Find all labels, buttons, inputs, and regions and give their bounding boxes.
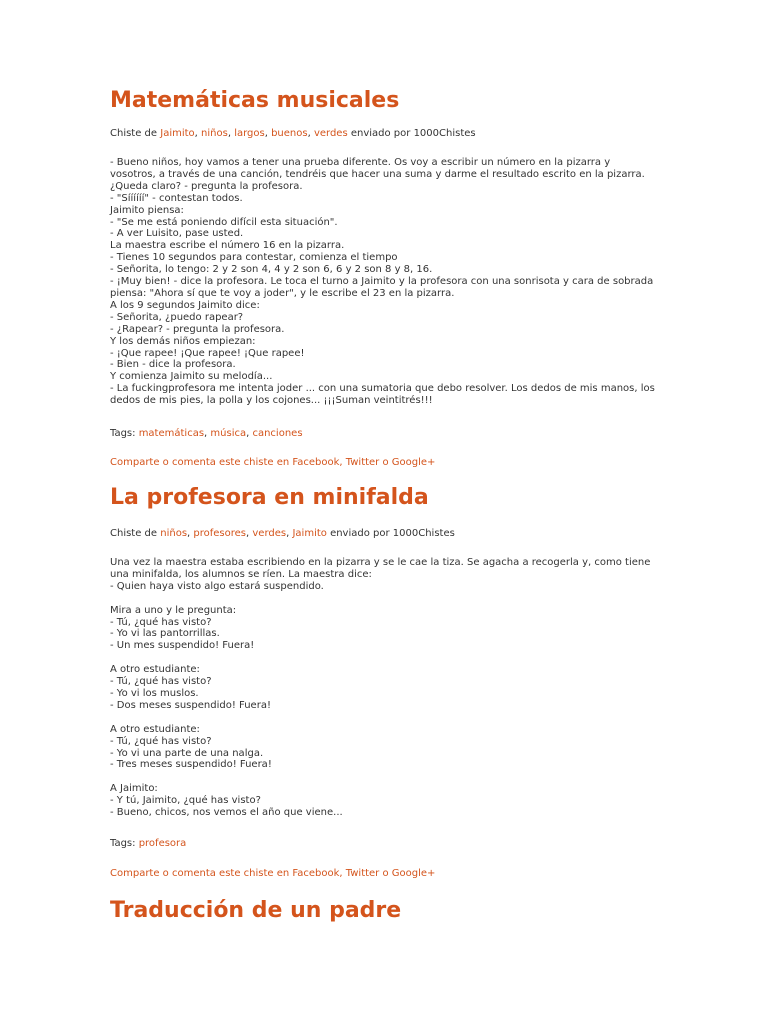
separator: , [187, 528, 194, 539]
category-link[interactable]: largos [234, 128, 265, 139]
category-link[interactable]: niños [201, 128, 228, 139]
separator: , [286, 528, 293, 539]
joke-meta [110, 528, 455, 540]
joke-tags [110, 838, 186, 850]
tag-link[interactable]: profesora [138, 838, 187, 849]
separator: o [379, 868, 392, 879]
share-google-link[interactable]: Google+ [391, 457, 436, 468]
joke-title[interactable]: La profesora en minifalda [110, 485, 429, 510]
meta-suffix: enviado por 1000Chistes [347, 128, 476, 139]
joke-title[interactable]: Matemáticas musicales [110, 88, 400, 113]
share-line [110, 868, 435, 880]
tag-link[interactable]: matemáticas [138, 428, 205, 439]
joke-tags [110, 428, 303, 440]
share-facebook-link[interactable]: Facebook [292, 868, 340, 879]
share-line [110, 457, 435, 469]
category-link[interactable]: profesores [193, 528, 247, 539]
separator: o [379, 457, 392, 468]
meta-suffix: enviado por 1000Chistes [326, 528, 455, 539]
tag-link[interactable]: música [210, 428, 247, 439]
joke-meta [110, 128, 476, 140]
share-google-link[interactable]: Google+ [391, 868, 436, 879]
category-link[interactable]: verdes [252, 528, 287, 539]
category-link[interactable]: Jaimito [160, 128, 195, 139]
share-twitter-link[interactable]: Twitter [345, 457, 380, 468]
meta-prefix: Chiste de [110, 528, 161, 539]
category-link[interactable]: buenos [271, 128, 308, 139]
separator: , [264, 128, 272, 139]
share-facebook-link[interactable]: Facebook [292, 457, 340, 468]
joke-title[interactable]: Traducción de un padre [110, 898, 402, 923]
category-link[interactable]: niños [160, 528, 188, 539]
tag-link[interactable]: canciones [252, 428, 303, 439]
separator: , [194, 128, 202, 139]
separator: , [246, 428, 253, 439]
separator: , [339, 868, 346, 879]
category-link[interactable]: verdes [313, 128, 348, 139]
separator: , [204, 428, 211, 439]
joke-body: - Bueno niños, hoy vamos a tener una prueba diferente. Os voy a escribir un número en la pizarra y vosotros, a través de una canción, tendréis que hacer una suma y darme el resultado escrito en la pizarra. ¿Queda claro? - pregunta la profesora. - "Síííííí" - contestan todos. Jaimito piensa: - "Se me está poniendo difícil esta situación". - A ver Luisito, pase usted. La maestra escribe el número 16 en la pizarra. - Tienes 10 segundos para contestar, comienza el tiempo - Señorita, lo tengo: 2 y 2 son 4, 4 y 2 son 6, 6 y 2 son 8 y 8, 16. - ¡Muy bien! - dice la profesora. Le toca el turno a Jaimito y la profesora con una sonrisota y cara de sobrada piensa: "Ahora sí que te voy a joder", y le escribe el 23 en la pizarra. A los 9 segundos Jaimito dice: - Señorita, ¿puedo rapear? - ¿Rapear? - pregunta la profesora. Y los demás niños empiezan: - ¡Que rapee! ¡Que rapee! ¡Que rapee! - Bien - dice la profesora. Y comienza Jaimito su melodía... - La fuckingprofesora me intenta joder ... con una sumatoria que debo resolver. Los dedos de mis manos, los dedos de mis pies, la polla y los cojones... ¡¡¡Suman veintitrés!!! [110, 157, 655, 407]
share-prefix: Comparte o comenta este chiste en [110, 868, 293, 879]
separator: , [246, 528, 253, 539]
tags-prefix: Tags: [110, 428, 139, 439]
separator: , [307, 128, 314, 139]
meta-prefix: Chiste de [110, 128, 161, 139]
separator: , [227, 128, 235, 139]
tags-prefix: Tags: [110, 838, 139, 849]
joke-body: Una vez la maestra estaba escribiendo en la pizarra y se le cae la tiza. Se agacha a recogerla y, como tiene una minifalda, los alumnos se ríen. La maestra dice: - Quien haya visto algo estará suspendido. Mira a uno y le pregunta: - Tú, ¿qué has visto? - Yo vi las pantorrillas. - Un mes suspendido! Fuera! A otro estudiante: - Tú, ¿qué has visto? - Yo vi los muslos. - Dos meses suspendido! Fuera! A otro estudiante: - Tú, ¿qué has visto? - Yo vi una parte de una nalga. - Tres meses suspendido! Fuera! A Jaimito: - Y tú, Jaimito, ¿qué has visto? - Bueno, chicos, nos vemos el año que viene... [110, 557, 651, 819]
category-link[interactable]: Jaimito [292, 528, 327, 539]
separator: , [339, 457, 346, 468]
share-twitter-link[interactable]: Twitter [345, 868, 380, 879]
share-prefix: Comparte o comenta este chiste en [110, 457, 293, 468]
